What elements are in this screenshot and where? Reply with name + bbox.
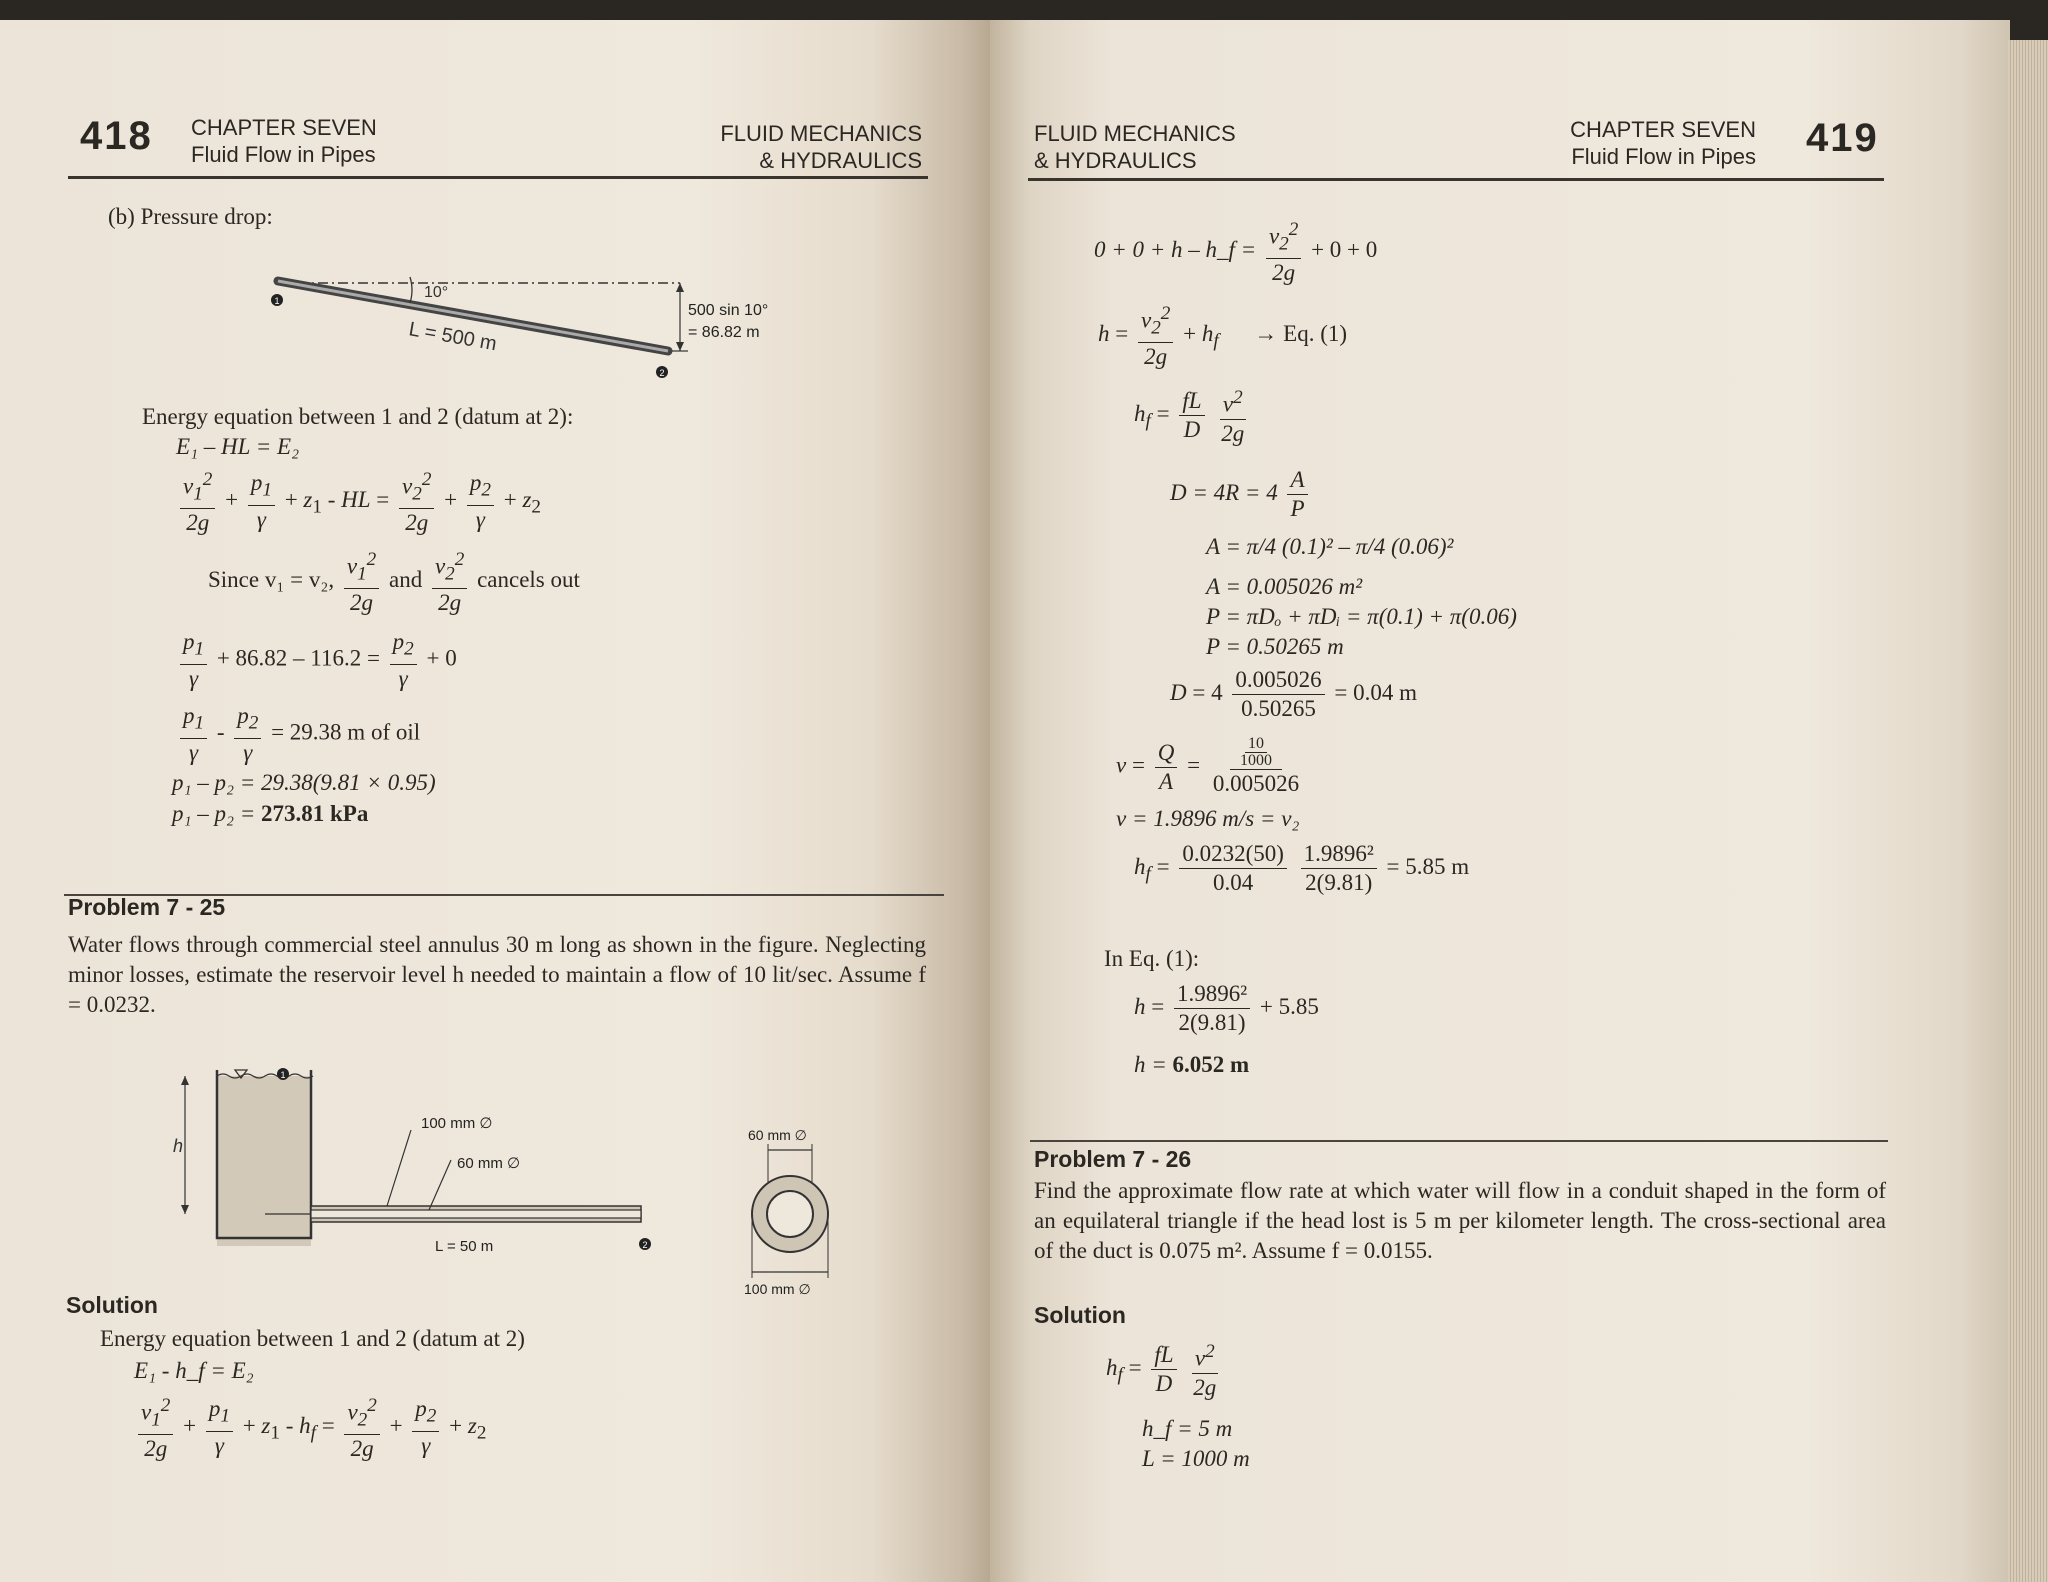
solution-energy-intro: Energy equation between 1 and 2 (datum at 2) (100, 1326, 525, 1351)
velocity-cancel-statement: Since v₁ = v₂, $\frac{v_1^2}{2g}$ and $\frac{v_2^2}{2g}$ cancels out (208, 546, 580, 617)
solution-length: L = 1000 m (1142, 1446, 1250, 1471)
book-header (700, 120, 922, 174)
h-numerator: 1.9896² (1174, 980, 1250, 1009)
hydraulic-diameter-lhs: D = 4R = 4 (1170, 479, 1278, 505)
h-calculation: h = $\frac{\text{1.9896²}}{2(9.81)}$ + 5.85 (1134, 981, 1319, 1035)
annulus-cross-section (730, 1124, 850, 1304)
section-inner-label: 60 mm ∅ (748, 1127, 807, 1143)
since-text: Since v₁ = v₂, (208, 566, 335, 592)
flow-numerator: 10 (1245, 736, 1267, 753)
book-title-line2: & HYDRAULICS (759, 148, 922, 173)
energy-balance-lhs: 0 + 0 + h – h_f = (1094, 236, 1257, 262)
area-equation: A = π/4 (0.1)² – π/4 (0.06)² (1206, 534, 1454, 559)
problem-title: Problem 7 - 26 (1034, 1146, 1192, 1172)
pipe-length-label: L = 50 m (435, 1238, 494, 1255)
energy-balance-rhs: + 0 + 0 (1311, 236, 1378, 262)
page-number: 418 (80, 114, 153, 158)
energy-equation: E₁ – HL = E₂ (176, 434, 300, 459)
diameter-denominator: 0.50265 (1241, 696, 1316, 721)
inclined-pipe-figure (260, 265, 800, 385)
angle-label: 10° (424, 284, 449, 301)
pressure-drop-value: 273.81 kPa (261, 801, 369, 826)
head-loss-d2: 2(9.81) (1305, 870, 1373, 895)
page-edge (2008, 40, 2048, 1582)
velocity-value: v = 1.9896 m/s = v₂ (1116, 806, 1300, 831)
velocity-a: A (1158, 768, 1174, 794)
length-label: L = 500 m (407, 318, 499, 356)
and-text: and (388, 566, 423, 592)
inner-pipe (311, 1210, 641, 1218)
svg-text:1: 1 (280, 1070, 286, 1080)
problem-statement: Water flows through commercial steel annulus 30 m long as shown in the figure. Neglecting minor losses, estimate the reservoir level h needed to maintain a flow of 10 lit/sec. Assume f = 0.0232. (68, 932, 926, 1017)
inner-dia-leader (429, 1160, 451, 1210)
solution-bernoulli-equation: $\frac{v_1^2}{2g}$ + $\frac{p_1}{\gamma}$ + $z_1 - h_f$ = $\frac{v_2^2}{2g}$ + $\frac{p_2}{\gamma}$ + $z_2$ (134, 1392, 486, 1463)
height-label-1: 500 sin 10° (688, 302, 769, 319)
pressure-diff-result: = 29.38 m of oil (271, 719, 421, 745)
inner-circle (767, 1191, 813, 1237)
hydraulic-diameter-equation: D = 4R = 4 $\frac{A}{P}$ (1170, 466, 1312, 523)
perimeter-value: P = 0.50265 m (1206, 634, 1344, 659)
chapter-label: CHAPTER SEVEN (191, 115, 377, 140)
page-number: 419 (1806, 116, 1879, 160)
solution-title: Solution (1034, 1302, 1126, 1328)
problem-statement: Find the approximate flow rate at which water will flow in a conduit shaped in the form of an equilateral triangle if the head lost is 5 m per kilometer length. The cross-sectional area of the duct is 0.075 m². Assume f = 0.0155. (1034, 1178, 1886, 1263)
chapter-label: CHAPTER SEVEN (1570, 117, 1756, 142)
pressure-eq-end: + 0 (426, 645, 457, 671)
chapter-header (191, 114, 377, 168)
header-rule (1028, 178, 1884, 181)
outer-dia-leader (387, 1130, 411, 1206)
pressure-equation: $\frac{p_1}{\gamma}$ + 86.82 – 116.2 = $\frac{p_2}{\gamma}$ + 0 (176, 628, 457, 693)
height-label-2: = 86.82 m (688, 324, 760, 341)
flow-denominator: 1000 (1239, 752, 1272, 769)
left-page (0, 20, 990, 1582)
svg-text:2: 2 (659, 368, 665, 378)
reservoir-water (217, 1076, 311, 1246)
svg-text:1: 1 (274, 296, 280, 306)
h-denominator: 2(9.81) (1178, 1010, 1246, 1035)
book-title-line2: & HYDRAULICS (1034, 148, 1197, 173)
section-outer-label: 100 mm ∅ (744, 1281, 811, 1297)
in-eq1-label: In Eq. (1): (1104, 946, 1200, 971)
perimeter-equation: P = πDₒ + πDᵢ = π(0.1) + π(0.06) (1206, 604, 1517, 629)
diameter-numerator: 0.005026 (1232, 666, 1324, 695)
diameter-result: = 0.04 m (1334, 679, 1417, 705)
cancels-text: cancels out (477, 566, 580, 592)
h-final-result (1134, 1052, 1249, 1078)
chapter-title: Fluid Flow in Pipes (1571, 144, 1756, 169)
h-equation: h = $\frac{v_2^2}{2g}$ + $h_f \to Eq$. (1) (1098, 300, 1347, 371)
darcy-equation: $h_f$ = $\frac{fL}{D}$ $\frac{v^2}{2g}$ (1134, 384, 1251, 448)
head-loss-n1: 0.0232(50) (1179, 840, 1287, 869)
h-final-value: 6.052 m (1172, 1052, 1250, 1077)
svg-text:2: 2 (642, 1240, 648, 1250)
pressure-difference-equation: $\frac{p_1}{\gamma}$ - $\frac{p_2}{\gamma}$ = 29.38 m of oil (176, 702, 420, 767)
inner-diameter-label: 60 mm ∅ (457, 1155, 521, 1172)
book-title-line1: FLUID MECHANICS (1034, 121, 1236, 146)
chapter-title: Fluid Flow in Pipes (191, 142, 376, 167)
right-page (990, 20, 2010, 1582)
velocity-denominator: 0.005026 (1212, 771, 1300, 796)
equation-reference: → Eq. (1) (1254, 320, 1348, 346)
h-label: h (173, 1136, 184, 1156)
head-loss-calculation: $h_f$ = $\frac{0.0232(50)}{0.04}$ $\frac{\text{1.9896²}}{2(9.81)}$ = 5.85 m (1134, 841, 1470, 895)
diameter-calculation: D = 4 $\frac{0.005026}{0.50265}$ = 0.04 m (1170, 667, 1417, 721)
velocity-equation: v = $\frac{Q}{A}$ = $\frac{\frac{10}{1000}}{0.005026}$ (1116, 736, 1306, 798)
head-loss-n2: 1.9896² (1301, 840, 1377, 869)
solution-title: Solution (66, 1292, 158, 1318)
solution-energy-equation: E₁ - h_f = E₂ (134, 1358, 254, 1383)
chapter-header (1560, 116, 1756, 170)
reservoir-annulus-figure (175, 1060, 675, 1260)
energy-balance-equation: 0 + 0 + h – h_f = $\frac{v_2^2}{2g}$ + 0 + 0 (1094, 216, 1377, 287)
pressure-drop-lhs: p₁ – p₂ = (172, 801, 262, 826)
head-loss-d1: 0.04 (1212, 870, 1254, 895)
outer-diameter-label: 100 mm ∅ (421, 1115, 493, 1132)
energy-intro: Energy equation between 1 and 2 (datum at 2): (142, 404, 574, 429)
pressure-drop-result (172, 801, 368, 827)
head-loss-result: = 5.85 m (1386, 853, 1470, 879)
header-rule (68, 176, 928, 179)
solution-head-loss: h_f = 5 m (1142, 1416, 1233, 1441)
velocity-q: Q (1155, 739, 1178, 768)
book-title-line1: FLUID MECHANICS (720, 121, 922, 146)
bernoulli-equation: $\frac{v_1^2}{2g}$ + $\frac{p_1}{\gamma}$ + $z_1$ - HL = $\frac{v_2^2}{2g}$ + $\frac{p_2}{\gamma}$ + $z_2$ (176, 466, 541, 537)
pressure-eq-mid: + 86.82 – 116.2 = (216, 645, 380, 671)
h-final-lhs: h = (1134, 1052, 1173, 1077)
part-b-label: (b) Pressure drop: (108, 204, 273, 229)
problem-rule (1030, 1140, 1888, 1142)
solution-darcy-equation: $h_f$ = $\frac{fL}{D}$ $\frac{v^2}{2g}$ (1106, 1338, 1223, 1402)
area-value: A = 0.005026 m² (1206, 574, 1363, 599)
book-header (1034, 120, 1236, 174)
h-add: + 5.85 (1259, 993, 1319, 1019)
pressure-drop-calculation: p₁ – p₂ = 29.38(9.81 × 0.95) (172, 770, 436, 795)
angle-arc (410, 277, 412, 303)
problem-title: Problem 7 - 25 (68, 894, 226, 920)
